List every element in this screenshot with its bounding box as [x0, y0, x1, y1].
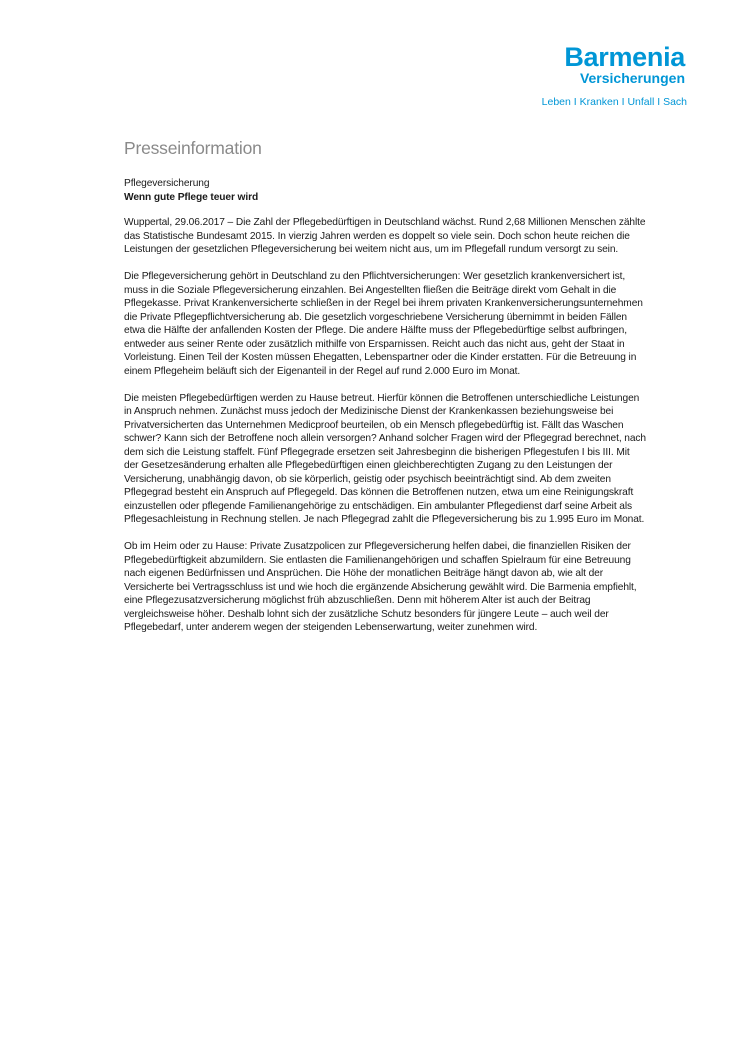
- logo-tagline: Leben I Kranken I Unfall I Sach: [541, 96, 687, 108]
- paragraph-supplementary-insurance: Ob im Heim oder zu Hause: Private Zusatzpolicen zur Pflegeversicherung helfen dabei, die finanziellen Risiken der Pflegebedürftigkeit abzumildern. Sie entlasten die Familienangehörigen und schaffen Spielraum für eine Betreuung nach eigenen Bedürfnissen und Ansprüchen. Die Höhe der monatlichen Beiträge hängt davon ab, wie alt der Versicherte bei Vertragsschluss ist und wie hoch die ergänzende Absicherung gewählt wird. Die Barmenia empfiehlt, eine Pflegezusatzversicherung möglichst früh abzuschließen. Denn mit höherem Alter ist auch der Beitrag vergleichsweise höher. Deshalb lohnt sich der zusätzliche Schutz besonders für jüngere Leute – auch weil der Pflegebedarf, unter anderem wegen der steigenden Lebenserwartung, weiter zunehmen wird.: [124, 541, 637, 633]
- logo-subtitle: Versicherungen: [579, 70, 685, 86]
- press-release-body: [124, 177, 646, 635]
- paragraph-home-care: Die meisten Pflegebedürftigen werden zu Hause betreut. Hierfür können die Betroffenen unterschiedliche Leistungen in Anspruch nehmen. Zunächst muss jedoch der Medizinische Dienst der Krankenkassen beziehungsweise bei Privatversicherten das Unternehmen Medicproof beurteilen, ob ein Mensch pflegebedürftig ist. Fällt das Waschen schwer? Kann sich der Betroffene noch allein versorgen? Anhand solcher Fragen wird der Pflegegrad berechnet, nach dem sich die Leistung staffelt. Fünf Pflegegrade ersetzen seit Jahresbeginn die bisherigen Pflegestufen I bis III. Mit der Gesetzesänderung erhalten alle Pflegebedürftigen einen gleichberechtigten Zugang zu den Leistungen der Versicherung, unabhängig davon, ob sie körperlich, geistig oder psychisch beeinträchtigt sind. Ab dem zweiten Pflegegrad besteht ein Anspruch auf Pflegegeld. Das können die Betroffenen nutzen, etwa um eine Reinigungskraft einzustellen oder pflegende Familienangehörige zu entschädigen. Ein ambulanter Pflegedienst darf seine Arbeit als Pflegesachleistung in Rechnung stellen. Je nach Pflegegrad zahlt die Pflegeversicherung bis zu 1.995 Euro im Monat.: [124, 392, 646, 525]
- page-title: Presseinformation: [124, 138, 262, 158]
- headline: Wenn gute Pflege teuer wird: [124, 191, 259, 203]
- company-logo: [513, 44, 693, 109]
- paragraph-intro: Wuppertal, 29.06.2017 – Die Zahl der Pflegebedürftigen in Deutschland wächst. Rund 2,68 Millionen Menschen zählte das Statistische Bundesamt 2015. In vierzig Jahren werden es doppelt so viele sein. Doch schon heute reichen die Leistungen der gesetzlichen Pflegeversicherung bei weitem nicht aus, um im Pflegefall rundum versorgt zu sein.: [124, 217, 646, 255]
- paragraph-obligation: Die Pflegeversicherung gehört in Deutschland zu den Pflichtversicherungen: Wer gesetzlich krankenversichert ist, muss in die Soziale Pflegeversicherung einzahlen. Bei Angestellten fließen die Beiträge direkt vom Gehalt in die Pflegekasse. Privat Krankenversicherte schließen in der Regel bei ihrem privaten Krankenversicherungsunternehmen die Private Pflegepflichtversicherung ab. Die gesetzlich vorgeschriebene Versicherung übernimmt in beiden Fällen etwa die Hälfte der anfallenden Kosten der Pflege. Die andere Hälfte muss der Pflegebedürftige selbst aufbringen, entweder aus seiner Rente oder zusätzlich mithilfe von Ersparnissen. Reicht auch das nicht aus, geht der Staat in Vorleistung. Einen Teil der Kosten müssen Ehegatten, Lebenspartner oder die Kinder erstatten. Für die Betreuung in einem Pflegeheim beläuft sich der Eigenanteil in der Regel auf rund 2.000 Euro im Monat.: [124, 271, 643, 377]
- topic-kicker: Pflegeversicherung: [124, 178, 210, 189]
- logo-brand-name: Barmenia: [564, 42, 685, 72]
